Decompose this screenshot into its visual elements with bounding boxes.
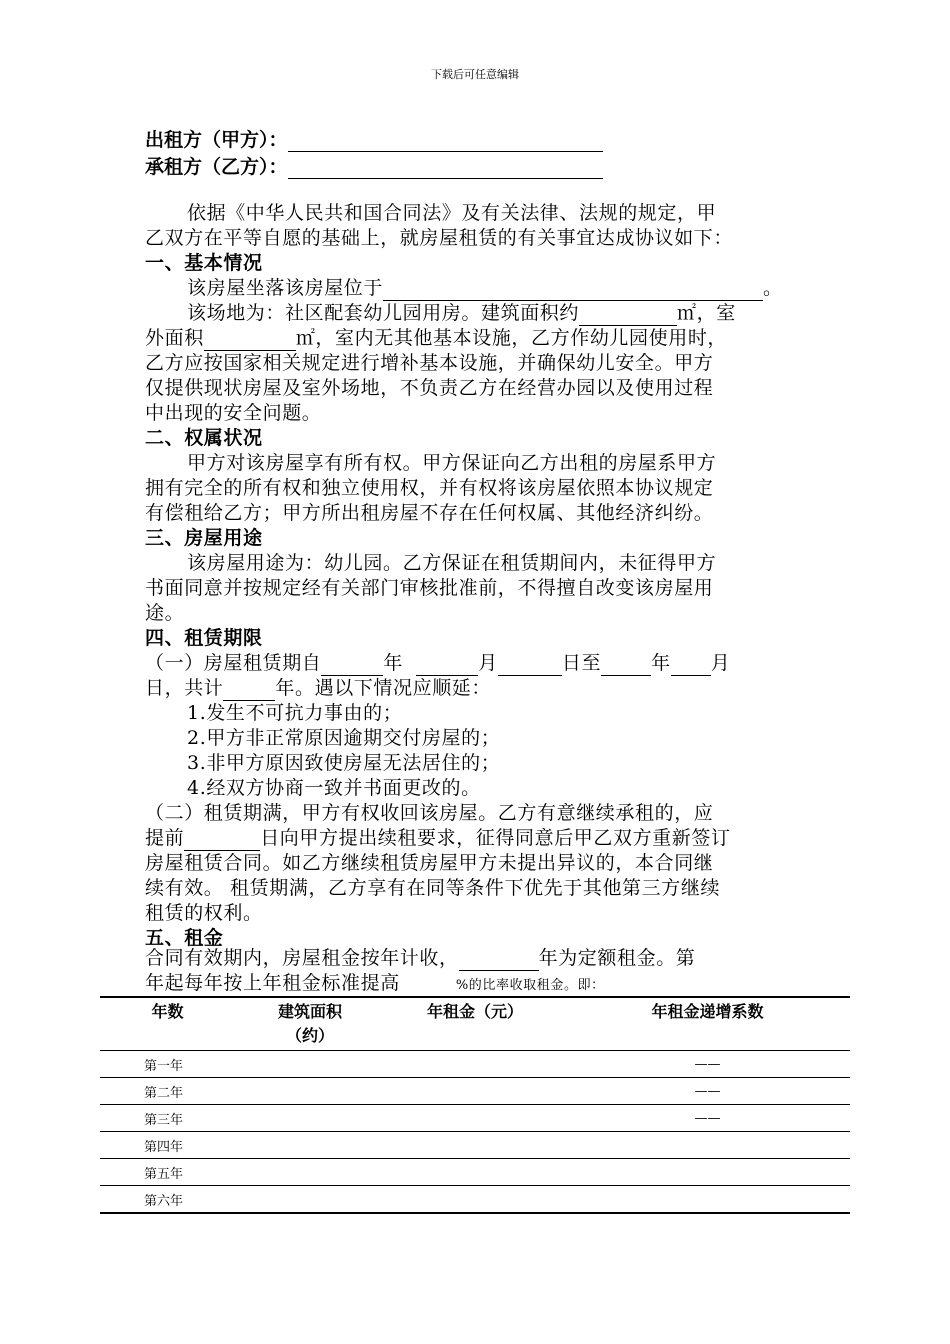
s4-p2-line-3: 房屋租赁合同。如乙方继续租赁房屋甲方未提出异议的，本合同继: [145, 852, 714, 874]
row-year: 第四年: [144, 1139, 184, 1155]
row-area[interactable]: [235, 1132, 385, 1159]
row-rent[interactable]: [385, 1186, 565, 1214]
s4-total-label: 日，共计: [145, 677, 224, 699]
table-row: [100, 1159, 850, 1186]
row-coefficient[interactable]: [565, 1132, 850, 1159]
s4-until-text: 日至: [561, 652, 602, 674]
s4-p2-line-2: [145, 826, 731, 851]
page-header-note: 下载后可任意编辑: [431, 68, 519, 81]
outdoor-area-field[interactable]: [204, 332, 296, 351]
start-day-field[interactable]: [498, 657, 562, 676]
s1-outdoor-label: 外面积: [145, 327, 204, 349]
lessor-line: [145, 125, 603, 152]
row-area[interactable]: [235, 1105, 385, 1132]
fixed-rent-years-field[interactable]: [459, 952, 539, 971]
table-row: [100, 1132, 850, 1159]
s2-line-2: 拥有完全的所有权和独立使用权，并有权将该房屋依照本协议规定: [145, 477, 714, 499]
s4-end-month-text: 月: [710, 652, 731, 674]
s3-line-3: 途。: [145, 602, 185, 624]
s5-line-2: [145, 971, 605, 998]
row-year: 第五年: [144, 1166, 184, 1182]
row-coefficient: ——: [694, 1110, 721, 1126]
row-rent[interactable]: [385, 1159, 565, 1186]
rent-table: [100, 996, 850, 1214]
row-year: 第一年: [144, 1058, 184, 1074]
s4-item-4: 4.经双方协商一致并书面更改的。: [187, 777, 481, 799]
s1-outdoor-rest: ㎡，室内无其他基本设施，乙方作幼儿园使用时，: [295, 327, 728, 349]
table-row: [100, 1186, 850, 1214]
header-area: [235, 997, 385, 1051]
s4-item-1: 1.发生不可抗力事由的；: [187, 702, 403, 724]
s1-location-end: 。: [763, 277, 783, 299]
s1-line-4: 乙方应按国家相关规定进行增补基本设施，并确保幼儿安全。甲方: [145, 352, 714, 374]
s1-line-5: 仅提供现状房屋及室外场地，不负责乙方在经营办园以及使用过程: [145, 377, 714, 399]
header-area-text: 建筑面积（约）: [277, 1002, 342, 1045]
row-year: 第二年: [144, 1085, 184, 1101]
header-rent: 年租金（元）: [426, 1002, 523, 1021]
row-area[interactable]: [235, 1186, 385, 1214]
row-area[interactable]: [235, 1159, 385, 1186]
s4-advance-rest: 日向甲方提出续租要求，征得同意后甲乙双方重新签订: [260, 827, 731, 849]
s3-line-2: 书面同意并按规定经有关部门审核批准前，不得擅自改变该房屋用: [145, 577, 714, 599]
end-year-field[interactable]: [601, 657, 651, 676]
s4-p2-line-4: 续有效。 租赁期满，乙方享有在同等条件下优先于其他第三方继续: [145, 877, 721, 899]
lessor-label: 出租方（甲方）：: [145, 129, 288, 151]
row-year: 第三年: [144, 1112, 184, 1128]
intro-line-2: 乙双方在平等自愿的基础上，就房屋租赁的有关事宜达成协议如下：: [145, 227, 734, 249]
s1-outdoor-line: [145, 326, 727, 351]
total-years-field[interactable]: [223, 682, 275, 701]
row-coefficient[interactable]: [565, 1159, 850, 1186]
s4-p2-line-1: （二）租赁期满，甲方有权收回该房屋。乙方有意继续承租的，应: [145, 802, 714, 824]
lessee-name-field[interactable]: [288, 158, 603, 179]
row-area[interactable]: [235, 1051, 385, 1078]
s5-rent-rest: 年为定额租金。第: [538, 947, 696, 969]
row-coefficient[interactable]: [565, 1186, 850, 1214]
advance-days-field[interactable]: [184, 832, 260, 851]
s5-increase-rest: %的比率收取租金。即：: [455, 978, 605, 993]
row-coefficient: ——: [694, 1056, 721, 1072]
end-month-field[interactable]: [671, 657, 711, 676]
row-year: 第六年: [144, 1193, 184, 1209]
s4-item-2: 2.甲方非正常原因逾期交付房屋的；: [187, 727, 501, 749]
s1-line-6: 中出现的安全问题。: [145, 402, 322, 424]
section-2-title: 二、权属状况: [145, 427, 263, 449]
s4-term-line: [145, 651, 730, 676]
section-3-title: 三、房屋用途: [145, 527, 263, 549]
section-1-title: 一、基本情况: [145, 252, 263, 274]
table-row: [100, 1078, 850, 1105]
row-rent[interactable]: [385, 1132, 565, 1159]
header-year: 年数: [151, 1002, 184, 1021]
s4-year-text: 年: [383, 652, 404, 674]
start-year-field[interactable]: [321, 657, 383, 676]
row-rent[interactable]: [385, 1078, 565, 1105]
s2-line-1: 甲方对该房屋享有所有权。甲方保证向乙方出租的房屋系甲方: [187, 452, 717, 474]
row-area[interactable]: [235, 1078, 385, 1105]
table-row: [100, 1051, 850, 1078]
section-4-title: 四、租赁期限: [145, 627, 263, 649]
s4-month-text: 月: [478, 652, 498, 674]
section-5-title: 五、租金: [145, 927, 224, 949]
location-field[interactable]: [383, 282, 763, 301]
s4-end-year-text: 年: [651, 652, 671, 674]
table-row: [100, 1105, 850, 1132]
row-coefficient: ——: [694, 1083, 721, 1099]
s1-area-unit: ㎡，室: [677, 302, 736, 324]
rent-table-header: [100, 997, 850, 1051]
s5-increase-label: 年起每年按上年租金标准提高: [145, 972, 400, 994]
s4-term-label: （一）房屋租赁期自: [145, 652, 322, 674]
s1-area-line: [187, 301, 736, 326]
s5-rent-label: 合同有效期内，房屋租金按年计收，: [145, 947, 459, 969]
s4-total-rest: 年。遇以下情况应顺延：: [275, 677, 492, 699]
s4-total-line: [145, 676, 491, 701]
s4-p2-line-5: 租赁的权利。: [145, 902, 263, 924]
row-rent[interactable]: [385, 1051, 565, 1078]
s1-area-label: 该场地为：社区配套幼儿园用房。建筑面积约: [187, 302, 580, 324]
intro-line-1: 依据《中华人民共和国合同法》及有关法律、法规的规定，甲: [187, 202, 717, 224]
start-month-field[interactable]: [416, 657, 478, 676]
s4-item-3: 3.非甲方原因致使房屋无法居住的；: [187, 752, 501, 774]
lessee-label: 承租方（乙方）：: [145, 156, 288, 178]
lessor-name-field[interactable]: [288, 131, 603, 152]
building-area-field[interactable]: [579, 307, 677, 326]
lessee-line: [145, 152, 603, 179]
s1-location-line: [187, 276, 783, 301]
s4-advance-label: 提前: [145, 827, 185, 849]
row-rent[interactable]: [385, 1105, 565, 1132]
s3-line-1: 该房屋用途为：幼儿园。乙方保证在租赁期间内，未征得甲方: [187, 552, 717, 574]
s2-line-3: 有偿租给乙方；甲方所出租房屋不存在任何权属、其他经济纠纷。: [145, 502, 714, 524]
s1-location-label: 该房屋坐落该房屋位于: [187, 277, 384, 299]
header-coefficient: 年租金递增系数: [651, 1002, 764, 1021]
s5-line-1: [145, 946, 695, 971]
